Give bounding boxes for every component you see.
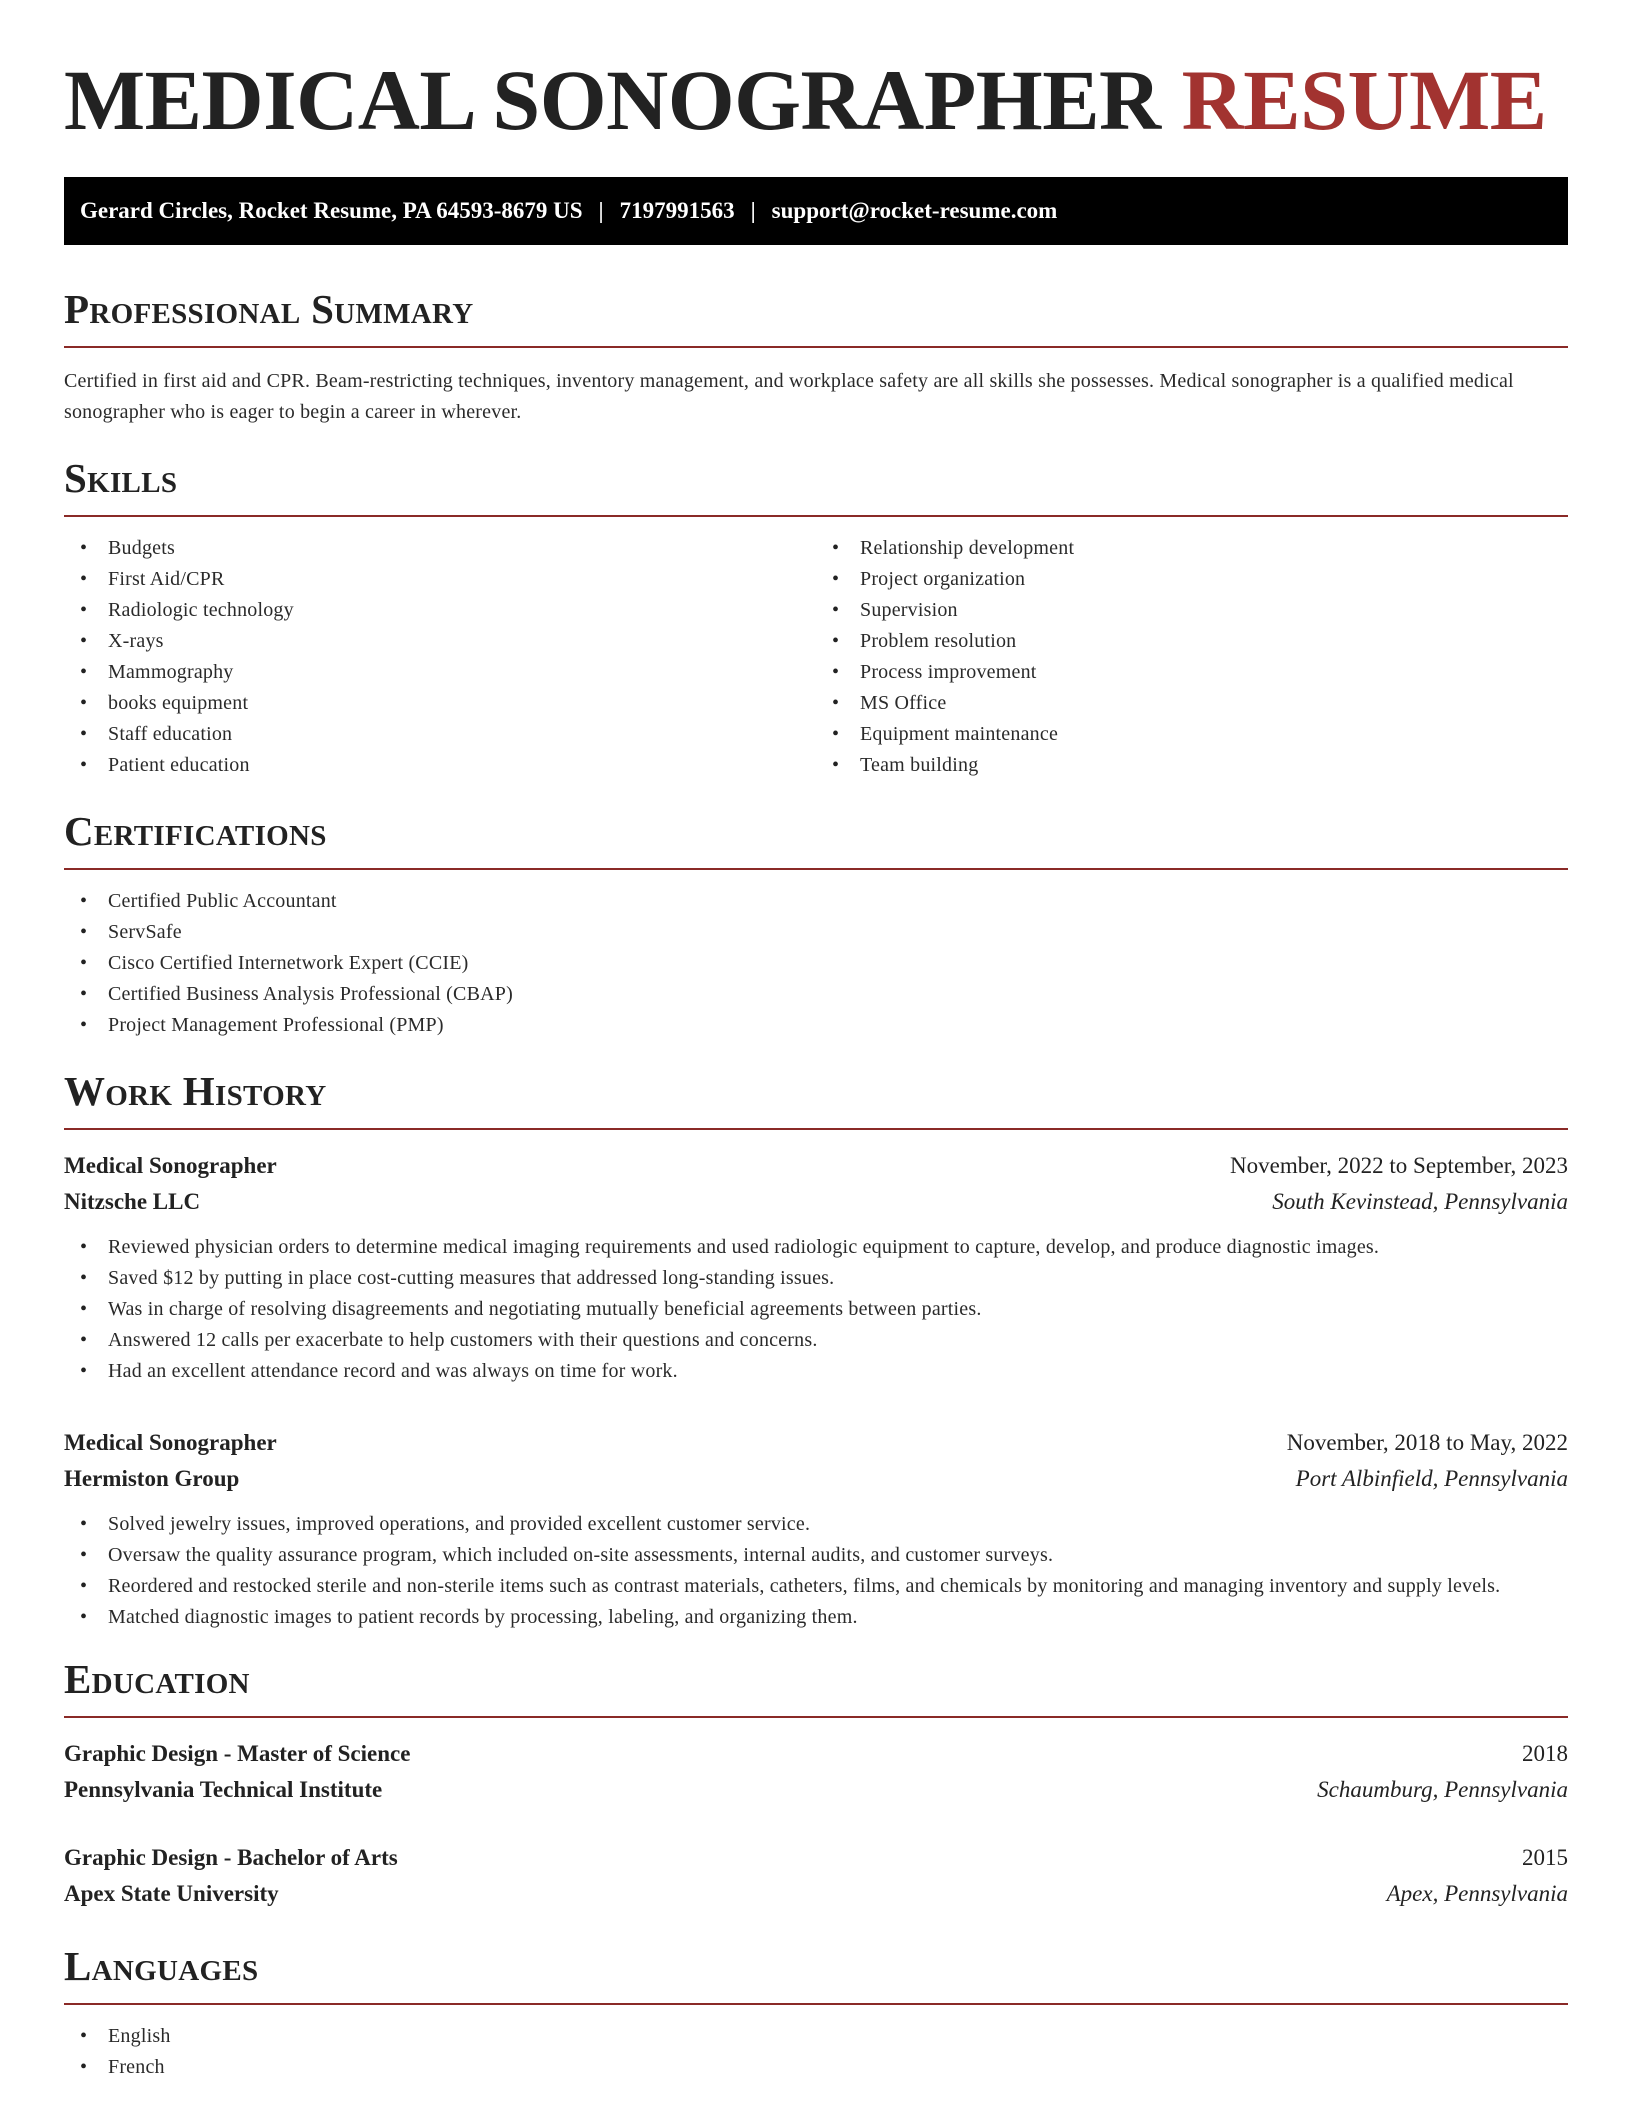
job-company-row xyxy=(64,1461,1568,1497)
list-item: • Solved jewelry issues, improved operations, and provided excellent customer service. xyxy=(80,1509,1568,1540)
job-header-row xyxy=(64,1148,1568,1184)
languages-list xyxy=(64,2021,1568,2083)
skills-list-right xyxy=(816,533,1568,781)
list-item: • Problem resolution xyxy=(832,626,1568,657)
list-item: • MS Office xyxy=(832,688,1568,719)
job-bullets xyxy=(64,1509,1568,1633)
list-item: • Project organization xyxy=(832,564,1568,595)
list-item: • Staff education xyxy=(80,719,816,750)
certifications-list xyxy=(64,886,1568,1041)
list-item: • Budgets xyxy=(80,533,816,564)
list-item: • Mammography xyxy=(80,657,816,688)
list-item: • Patient education xyxy=(80,750,816,781)
contact-phone: 7197991563 xyxy=(619,198,735,223)
education-school-row xyxy=(64,1772,1568,1808)
list-item: • Project Management Professional (PMP) xyxy=(80,1010,1568,1041)
work-history-section xyxy=(64,1068,1568,1633)
list-item: • Reordered and restocked sterile and non-sterile items such as contrast materials, catheters, films, and chemicals by monitoring and managing inventory and supply levels. xyxy=(80,1571,1568,1602)
section-divider xyxy=(64,1128,1568,1130)
job-dates: November, 2018 to May, 2022 xyxy=(1286,1430,1568,1455)
summary-section xyxy=(64,286,1568,428)
list-item: • Reviewed physician orders to determine medical imaging requirements and used radiologic equipment to capture, develop, and produce diagnostic images. xyxy=(80,1232,1568,1263)
list-item: • X-rays xyxy=(80,626,816,657)
contact-email: support@rocket-resume.com xyxy=(771,198,1058,223)
education-school: Pennsylvania Technical Institute xyxy=(64,1777,383,1802)
list-item: • First Aid/CPR xyxy=(80,564,816,595)
list-item: • Cisco Certified Internetwork Expert (CCIE) xyxy=(80,948,1568,979)
list-item: • books equipment xyxy=(80,688,816,719)
job-company-row xyxy=(64,1184,1568,1220)
job-company: Nitzsche LLC xyxy=(64,1189,201,1214)
education-year: 2015 xyxy=(1522,1845,1568,1870)
job-title: Medical Sonographer xyxy=(64,1430,277,1455)
list-item: • Relationship development xyxy=(832,533,1568,564)
languages-section xyxy=(64,1943,1568,2083)
contact-address: Gerard Circles, Rocket Resume, PA 64593-8679 US xyxy=(80,198,583,223)
list-item: • Radiologic technology xyxy=(80,595,816,626)
skills-list-left xyxy=(64,533,816,781)
skills-grid xyxy=(64,533,1568,781)
education-section xyxy=(64,1656,1568,1912)
list-item: • Equipment maintenance xyxy=(832,719,1568,750)
work-history-heading: Work History xyxy=(64,1068,327,1114)
contact-separator: | xyxy=(750,198,756,223)
title-accent: RESUME xyxy=(1181,52,1547,148)
job-location: Port Albinfield, Pennsylvania xyxy=(1295,1466,1568,1491)
contact-bar xyxy=(64,177,1568,245)
job-entry xyxy=(64,1425,1568,1633)
education-degree: Graphic Design - Bachelor of Arts xyxy=(64,1845,398,1870)
list-item: • Certified Public Accountant xyxy=(80,886,1568,917)
job-location: South Kevinstead, Pennsylvania xyxy=(1272,1189,1568,1214)
languages-heading: Languages xyxy=(64,1943,259,1989)
summary-text: Certified in first aid and CPR. Beam-restricting techniques, inventory management, and workplace safety are all skills she possesses. Medical sonographer is a qualified medical sonographer who is eager to begin a career in wherever. xyxy=(64,370,1514,423)
list-item: • Saved $12 by putting in place cost-cutting measures that addressed long-standing issues. xyxy=(80,1263,1568,1294)
list-item: • Supervision xyxy=(832,595,1568,626)
education-degree-row xyxy=(64,1840,1568,1876)
list-item: • Answered 12 calls per exacerbate to help customers with their questions and concerns. xyxy=(80,1325,1568,1356)
summary-heading: Professional Summary xyxy=(64,286,474,332)
education-school: Apex State University xyxy=(64,1881,279,1906)
list-item: • French xyxy=(80,2052,1568,2083)
section-divider xyxy=(64,346,1568,348)
contact-separator: | xyxy=(598,198,604,223)
education-degree-row xyxy=(64,1736,1568,1772)
education-school-row xyxy=(64,1876,1568,1912)
education-degree: Graphic Design - Master of Science xyxy=(64,1741,411,1766)
certifications-section xyxy=(64,808,1568,1041)
list-item: • Team building xyxy=(832,750,1568,781)
skills-section xyxy=(64,455,1568,781)
education-entry xyxy=(64,1840,1568,1912)
list-item: • Matched diagnostic images to patient records by processing, labeling, and organizing them. xyxy=(80,1602,1568,1633)
section-divider xyxy=(64,515,1568,517)
list-item: • Had an excellent attendance record and was always on time for work. xyxy=(80,1356,1568,1387)
section-divider xyxy=(64,1716,1568,1718)
education-entry xyxy=(64,1736,1568,1808)
list-item: • Oversaw the quality assurance program, which included on-site assessments, internal audits, and customer surveys. xyxy=(80,1540,1568,1571)
list-item: • Process improvement xyxy=(832,657,1568,688)
education-location: Schaumburg, Pennsylvania xyxy=(1317,1777,1568,1802)
list-item: • Certified Business Analysis Professional (CBAP) xyxy=(80,979,1568,1010)
certifications-heading: Certifications xyxy=(64,808,327,854)
title-main: MEDICAL SONOGRAPHER xyxy=(64,52,1161,148)
list-item: • English xyxy=(80,2021,1568,2052)
job-title: Medical Sonographer xyxy=(64,1153,277,1178)
education-year: 2018 xyxy=(1522,1741,1568,1766)
job-header-row xyxy=(64,1425,1568,1461)
section-divider xyxy=(64,2003,1568,2005)
resume-title xyxy=(64,52,1568,148)
skills-heading: Skills xyxy=(64,455,178,501)
job-entry xyxy=(64,1148,1568,1387)
job-company: Hermiston Group xyxy=(64,1466,240,1491)
job-bullets xyxy=(64,1232,1568,1387)
list-item: • ServSafe xyxy=(80,917,1568,948)
job-dates: November, 2022 to September, 2023 xyxy=(1230,1153,1568,1178)
education-heading: Education xyxy=(64,1656,250,1702)
education-location: Apex, Pennsylvania xyxy=(1386,1881,1568,1906)
section-divider xyxy=(64,868,1568,870)
list-item: • Was in charge of resolving disagreements and negotiating mutually beneficial agreements between parties. xyxy=(80,1294,1568,1325)
